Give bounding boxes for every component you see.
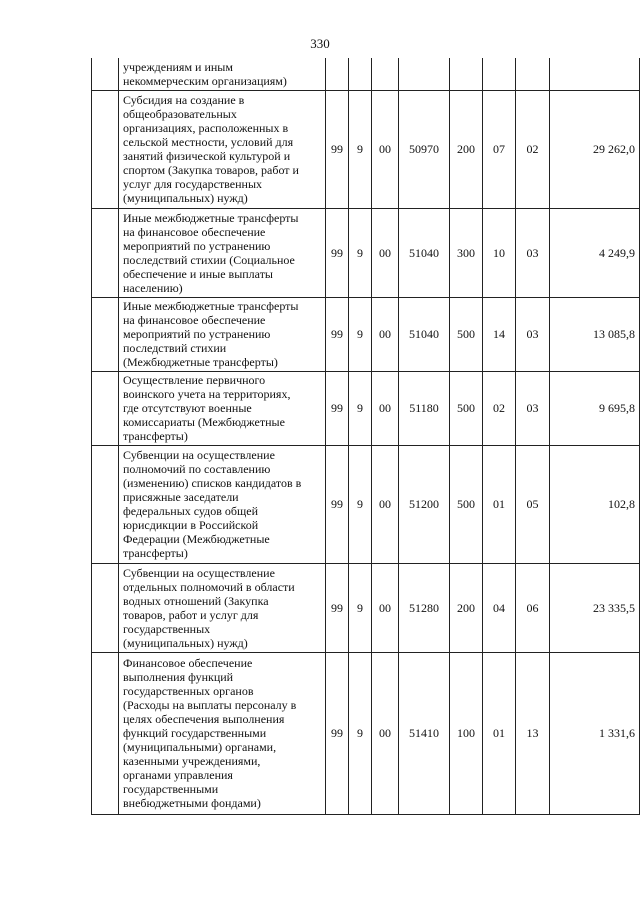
expense-name-line: Федерации (Межбюджетные: [123, 532, 270, 546]
expense-name-cell: [119, 297, 326, 371]
expense-name-line: услуг для государственных: [123, 177, 263, 191]
table-row: [92, 652, 640, 814]
expense-name-line: мероприятий по устранению: [123, 327, 271, 341]
expense-name-line: Субвенции на осуществление: [123, 448, 275, 462]
expense-name-line: на финансовое обеспечение: [123, 224, 266, 239]
section-cell: 07: [483, 90, 516, 208]
section-cell: [483, 58, 516, 90]
expense-type-cell: 200: [450, 563, 483, 652]
expense-type-cell: 500: [450, 445, 483, 563]
amount-cell: [550, 58, 640, 90]
table-row: [92, 90, 640, 208]
subsection-cell: 13: [516, 652, 550, 814]
expense-name-line: выполнения функций: [123, 670, 234, 684]
expense-name-line: трансферты): [123, 546, 188, 560]
expense-name-line: Финансовое обеспечение: [123, 656, 253, 670]
main-activity-code-cell: 00: [372, 371, 399, 445]
expense-name-line: водных отношений (Закупка: [123, 593, 269, 608]
subprogram-code-cell: 9: [349, 371, 372, 445]
direction-code-cell: 50970: [399, 90, 450, 208]
expense-name-line: трансферты): [123, 429, 188, 443]
table-row: [92, 445, 640, 563]
subsection-cell: 02: [516, 90, 550, 208]
direction-code-cell: 51280: [399, 563, 450, 652]
section-cell: 10: [483, 208, 516, 297]
main-activity-code-cell: 00: [372, 208, 399, 297]
expense-name-line: государственных органов: [123, 684, 254, 698]
blank-cell: [92, 563, 119, 652]
expense-name-line: присяжные заседатели: [123, 490, 239, 504]
direction-code-cell: 51040: [399, 297, 450, 371]
amount-cell: 23 335,5: [550, 563, 640, 652]
blank-cell: [92, 297, 119, 371]
program-code-cell: 99: [326, 563, 349, 652]
page-number: 330: [310, 36, 330, 51]
section-cell: 14: [483, 297, 516, 371]
subprogram-code-cell: 9: [349, 563, 372, 652]
table-row: [92, 371, 640, 445]
subprogram-code-cell: 9: [349, 297, 372, 371]
amount-cell: 29 262,0: [550, 90, 640, 208]
subprogram-code-cell: 9: [349, 652, 372, 814]
subprogram-code-cell: 9: [349, 208, 372, 297]
expense-name-line: государственными: [123, 782, 219, 796]
main-activity-code-cell: 00: [372, 563, 399, 652]
amount-cell: 9 695,8: [550, 371, 640, 445]
expense-name-line: юрисдикции в Российской: [123, 518, 259, 532]
subsection-cell: 06: [516, 563, 550, 652]
section-cell: 01: [483, 652, 516, 814]
direction-code-cell: 51200: [399, 445, 450, 563]
blank-cell: [92, 90, 119, 208]
expense-name-cell: [119, 58, 326, 90]
subsection-cell: 03: [516, 208, 550, 297]
expense-name-line: (муниципальных) нужд): [123, 635, 248, 650]
table-row: [92, 563, 640, 652]
expense-name-line: последствий стихии (Социальное: [123, 252, 295, 267]
expense-name-line: спортом (Закупка товаров, работ и: [123, 163, 299, 177]
expense-name-line: федеральных судов общей: [123, 504, 259, 518]
blank-cell: [92, 58, 119, 90]
main-activity-code-cell: 00: [372, 90, 399, 208]
expense-type-cell: 200: [450, 90, 483, 208]
expense-name-line: отдельных полномочий в области: [123, 579, 295, 594]
program-code-cell: 99: [326, 297, 349, 371]
section-cell: 04: [483, 563, 516, 652]
expense-name-line: органами управления: [123, 768, 233, 782]
table-row: [92, 208, 640, 297]
program-code-cell: 99: [326, 371, 349, 445]
expense-name-cell: [119, 208, 326, 297]
expense-name-line: учреждениям и иным: [123, 59, 233, 74]
expense-name-line: (изменению) списков кандидатов в: [123, 476, 302, 490]
program-code-cell: 99: [326, 652, 349, 814]
direction-code-cell: 51180: [399, 371, 450, 445]
expense-type-cell: 500: [450, 297, 483, 371]
expense-name-line: организациях, расположенных в: [123, 121, 289, 135]
section-cell: 02: [483, 371, 516, 445]
direction-code-cell: 51040: [399, 208, 450, 297]
main-activity-code-cell: 00: [372, 445, 399, 563]
direction-code-cell: 51410: [399, 652, 450, 814]
blank-cell: [92, 652, 119, 814]
expense-name-line: общеобразовательных: [123, 107, 237, 121]
amount-cell: 102,8: [550, 445, 640, 563]
expense-name-line: государственных: [123, 621, 211, 636]
subsection-cell: 03: [516, 371, 550, 445]
expense-name-line: некоммерческим организациям): [123, 73, 287, 88]
expense-name-cell: [119, 563, 326, 652]
expense-name-line: обеспечение и иные выплаты: [123, 266, 273, 281]
subprogram-code-cell: [349, 58, 372, 90]
expense-name-line: Иные межбюджетные трансферты: [123, 299, 299, 313]
expense-name-cell: [119, 445, 326, 563]
section-cell: 01: [483, 445, 516, 563]
blank-cell: [92, 371, 119, 445]
direction-code-cell: [399, 58, 450, 90]
expense-name-cell: [119, 90, 326, 208]
table-row: [92, 58, 640, 90]
expense-name-line: функций государственными: [123, 726, 267, 740]
expense-name-cell: [119, 371, 326, 445]
expense-name-line: товаров, работ и услуг для: [123, 607, 259, 622]
subsection-cell: [516, 58, 550, 90]
expense-name-line: на финансовое обеспечение: [123, 313, 266, 327]
blank-cell: [92, 208, 119, 297]
expense-name-line: населению): [123, 280, 183, 295]
expense-name-line: Иные межбюджетные трансферты: [123, 210, 299, 225]
amount-cell: 4 249,9: [550, 208, 640, 297]
main-activity-code-cell: 00: [372, 297, 399, 371]
expense-name-line: целях обеспечения выполнения: [123, 712, 285, 726]
expense-type-cell: 300: [450, 208, 483, 297]
expense-type-cell: [450, 58, 483, 90]
expense-name-line: (муниципальными) органами,: [123, 740, 277, 754]
expense-name-cell: [119, 652, 326, 814]
expense-name-line: Субсидия на создание в: [123, 93, 245, 107]
subprogram-code-cell: 9: [349, 445, 372, 563]
program-code-cell: 99: [326, 90, 349, 208]
budget-table: [91, 58, 640, 815]
expense-name-line: (Межбюджетные трансферты): [123, 355, 278, 369]
expense-name-line: последствий стихии: [123, 341, 227, 355]
program-code-cell: 99: [326, 208, 349, 297]
program-code-cell: [326, 58, 349, 90]
expense-name-line: (муниципальных) нужд): [123, 191, 248, 205]
expense-name-line: комиссариаты (Межбюджетные: [123, 415, 285, 429]
subsection-cell: 03: [516, 297, 550, 371]
expense-name-line: Субвенции на осуществление: [123, 565, 275, 580]
main-activity-code-cell: [372, 58, 399, 90]
expense-name-line: внебюджетными фондами): [123, 796, 261, 810]
main-activity-code-cell: 00: [372, 652, 399, 814]
table-row: [92, 297, 640, 371]
expense-type-cell: 500: [450, 371, 483, 445]
expense-name-line: мероприятий по устранению: [123, 238, 271, 253]
expense-name-line: полномочий по составлению: [123, 462, 271, 476]
expense-type-cell: 100: [450, 652, 483, 814]
program-code-cell: 99: [326, 445, 349, 563]
expense-name-line: воинского учета на территориях,: [123, 387, 291, 401]
expense-name-line: (Расходы на выплаты персоналу в: [123, 698, 297, 712]
blank-cell: [92, 445, 119, 563]
expense-name-line: где отсутствуют военные: [123, 401, 252, 415]
expense-name-line: занятий физической культурой и: [123, 149, 291, 163]
expense-name-line: Осуществление первичного: [123, 373, 266, 387]
subsection-cell: 05: [516, 445, 550, 563]
subprogram-code-cell: 9: [349, 90, 372, 208]
expense-name-line: сельской местности, условий для: [123, 135, 294, 149]
expense-name-line: казенными учреждениями,: [123, 754, 261, 768]
amount-cell: 13 085,8: [550, 297, 640, 371]
amount-cell: 1 331,6: [550, 652, 640, 814]
